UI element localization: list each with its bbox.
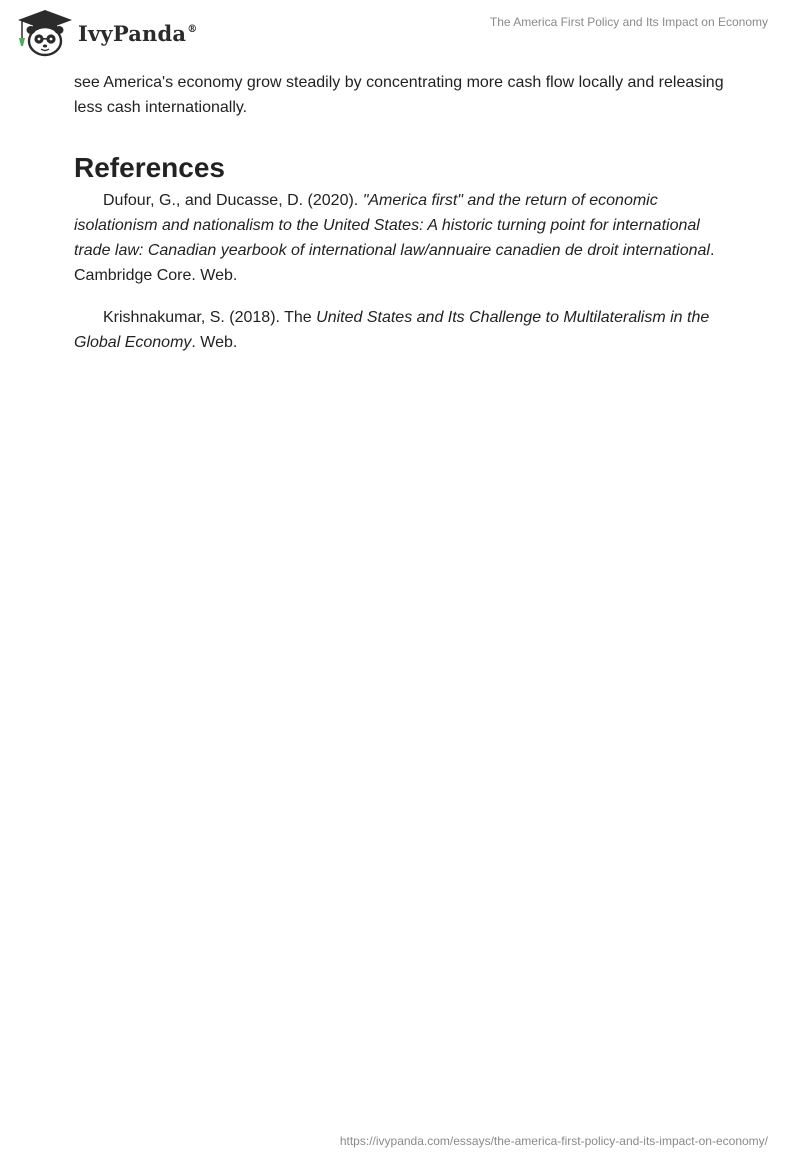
reference-authors: Dufour, G., and Ducasse, D. (2020). — [103, 192, 363, 209]
reference-title: United States and Its Challenge to Multilateralism in the Global Economy — [74, 309, 710, 351]
document-title: The America First Policy and Its Impact on Economy — [489, 15, 768, 29]
registered-mark: ® — [187, 23, 198, 35]
ivypanda-logo[interactable] — [14, 8, 197, 58]
references-heading: References — [74, 152, 225, 183]
document-body — [74, 70, 724, 355]
reference-authors: Krishnakumar, S. (2018). The — [103, 309, 317, 326]
brand-name: IvyPanda® — [78, 20, 198, 46]
reference-item-krishnakumar — [74, 305, 724, 355]
panda-graduation-cap-icon — [14, 8, 76, 58]
reference-item-dufour — [74, 188, 724, 288]
reference-suffix: . Web. — [191, 334, 238, 351]
continuation-paragraph: see America's economy grow steadily by concentrating more cash flow locally and releasing less cash internationally. — [74, 74, 724, 116]
reference-suffix: . Cambridge Core. Web. — [74, 242, 715, 284]
source-url-link[interactable]: https://ivypanda.com/essays/the-america-first-policy-and-its-impact-on-economy/ — [339, 1134, 768, 1148]
reference-title: "America first" and the return of economic isolationism and nationalism to the United States: A historic turning point for international trade law: Canadian yearbook of international law/annuaire canadien de droit international — [74, 192, 710, 259]
